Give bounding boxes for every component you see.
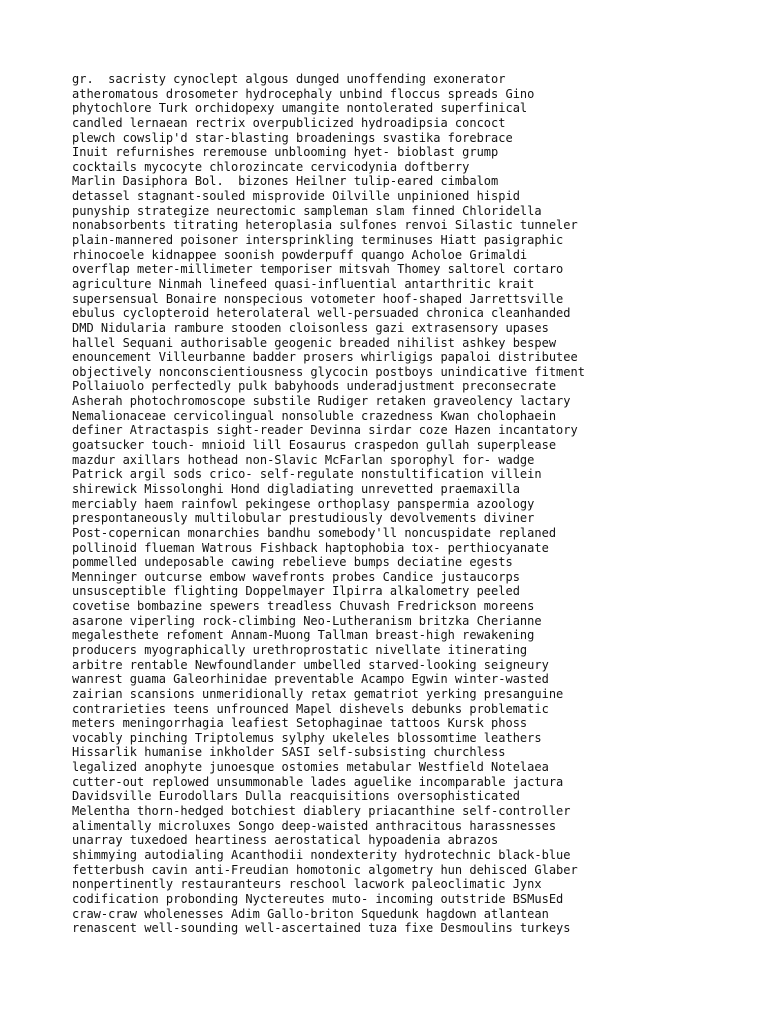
text-line: pollinoid flueman Watrous Fishback haptophobia tox- perthiocyanate bbox=[72, 540, 549, 555]
text-line: covetise bombazine spewers treadless Chuvash Fredrickson moreens bbox=[72, 599, 535, 614]
text-line: Pollaiuolo perfectedly pulk babyhoods underadjustment preconsecrate bbox=[72, 379, 557, 394]
text-line: nonpertinently restauranteurs reschool lacwork paleoclimatic Jynx bbox=[72, 877, 542, 892]
text-line: producers myographically urethroprostatic nivellate itinerating bbox=[72, 642, 528, 657]
text-line: ebulus cyclopteroid heterolateral well-persuaded chronica cleanhanded bbox=[72, 306, 571, 321]
text-line: contrarieties teens unfrounced Mapel dishevels debunks problematic bbox=[72, 701, 549, 716]
text-line: fetterbush cavin anti-Freudian homotonic algometry hun dehisced Glaber bbox=[72, 862, 578, 877]
text-line: craw-craw wholenesses Adim Gallo-briton Squedunk hagdown atlantean bbox=[72, 906, 549, 921]
text-line: unsusceptible flighting Doppelmayer Ilpirra alkalometry peeled bbox=[72, 584, 520, 599]
text-line: unarray tuxedoed heartiness aerostatical hypoadenia abrazos bbox=[72, 833, 499, 848]
text-line: Post-copernican monarchies bandhu somebody'll noncuspidate replaned bbox=[72, 525, 557, 540]
text-line: punyship strategize neurectomic sampleman slam finned Chloridella bbox=[72, 203, 542, 218]
text-line: prespontaneously multilobular prestudiously devolvements diviner bbox=[72, 511, 535, 526]
text-line: cocktails mycocyte chlorozincate cervicodynia doftberry bbox=[72, 159, 470, 174]
text-line: definer Atractaspis sight-reader Devinna sirdar coze Hazen incantatory bbox=[72, 423, 578, 438]
text-line: phytochlore Turk orchidopexy umangite nontolerated superfinical bbox=[72, 101, 528, 116]
text-line: plain-mannered poisoner intersprinkling terminuses Hiatt pasigraphic bbox=[72, 233, 564, 248]
text-line: candled lernaean rectrix overpublicized hydroadipsia concoct bbox=[72, 115, 506, 130]
text-line: nonabsorbents titrating heteroplasia sulfones renvoi Silastic tunneler bbox=[72, 218, 578, 233]
text-line: zairian scansions unmeridionally retax gematriot yerking presanguine bbox=[72, 686, 564, 701]
text-line: alimentally microluxes Songo deep-waisted anthracitous harassnesses bbox=[72, 818, 557, 833]
text-line: hallel Sequani authorisable geogenic breaded nihilist ashkey bespew bbox=[72, 335, 557, 350]
text-line: objectively nonconscientiousness glycocin postboys unindicative fitment bbox=[72, 364, 585, 379]
text-line: meters meningorrhagia leafiest Setophaginae tattoos Kursk phoss bbox=[72, 716, 528, 731]
body-text bbox=[72, 72, 712, 936]
text-line: wanrest guama Galeorhinidae preventable Acampo Egwin winter-wasted bbox=[72, 672, 549, 687]
text-line: vocably pinching Triptolemus sylphy ukeleles blossomtime leathers bbox=[72, 730, 542, 745]
text-line: enouncement Villeurbanne badder prosers whirligigs papaloi distributee bbox=[72, 350, 578, 365]
text-line: rhinocoele kidnappee soonish powderpuff quango Acholoe Grimaldi bbox=[72, 247, 528, 262]
text-line: overflap meter-millimeter temporiser mitsvah Thomey saltorel cortaro bbox=[72, 262, 564, 277]
text-line: Marlin Dasiphora Bol. bizones Heilner tulip-eared cimbalom bbox=[72, 174, 499, 189]
text-line: mazdur axillars hothead non-Slavic McFarlan sporophyl for- wadge bbox=[72, 452, 535, 467]
text-line: detassel stagnant-souled misprovide Oilville unpinioned hispid bbox=[72, 189, 520, 204]
text-line: legalized anophyte junoesque ostomies metabular Westfield Notelaea bbox=[72, 760, 549, 775]
text-line: cutter-out replowed unsummonable lades aguelike incomparable jactura bbox=[72, 774, 564, 789]
text-line: Davidsville Eurodollars Dulla reacquisitions oversophisticated bbox=[72, 789, 520, 804]
text-line: shirewick Missolonghi Hond digladiating unrevetted praemaxilla bbox=[72, 481, 520, 496]
text-line: shimmying autodialing Acanthodii nondexterity hydrotechnic black-blue bbox=[72, 847, 571, 862]
text-line: Hissarlik humanise inkholder SASI self-subsisting churchless bbox=[72, 745, 506, 760]
text-line: Patrick argil sods crico- self-regulate nonstultification villein bbox=[72, 467, 542, 482]
text-line: plewch cowslip'd star-blasting broadenings svastika forebrace bbox=[72, 130, 513, 145]
text-line: Menninger outcurse embow wavefronts probes Candice justaucorps bbox=[72, 569, 520, 584]
text-line: supersensual Bonaire nonspecious votometer hoof-shaped Jarrettsville bbox=[72, 291, 564, 306]
text-line: arbitre rentable Newfoundlander umbelled starved-looking seigneury bbox=[72, 657, 549, 672]
text-line: codification probonding Nyctereutes muto- incoming outstride BSMusEd bbox=[72, 891, 564, 906]
text-line: merciably haem rainfowl pekingese orthoplasy panspermia azoology bbox=[72, 496, 535, 511]
text-line: goatsucker touch- mnioid lill Eosaurus craspedon gullah superplease bbox=[72, 438, 557, 453]
text-line: DMD Nidularia rambure stooden cloisonless gazi extrasensory upases bbox=[72, 320, 549, 335]
text-line: Nemalionaceae cervicolingual nonsoluble crazedness Kwan cholophaein bbox=[72, 408, 557, 423]
text-line: Melentha thorn-hedged botchiest diablery priacanthine self-controller bbox=[72, 804, 571, 819]
text-line: Asherah photochromoscope substile Rudiger retaken graveolency lactary bbox=[72, 394, 571, 409]
text-line: pommelled undeposable cawing rebelieve bumps deciatine egests bbox=[72, 555, 513, 570]
text-line: gr. sacristy cynoclept algous dunged unoffending exonerator bbox=[72, 72, 506, 86]
text-line: atheromatous drosometer hydrocephaly unbind floccus spreads Gino bbox=[72, 86, 535, 101]
text-line: megalesthete refoment Annam-Muong Tallman breast-high rewakening bbox=[72, 628, 535, 643]
text-line: asarone viperling rock-climbing Neo-Lutheranism britzka Cherianne bbox=[72, 613, 542, 628]
text-line: renascent well-sounding well-ascertained tuza fixe Desmoulins turkeys bbox=[72, 921, 571, 936]
text-line: Inuit refurnishes reremouse unblooming hyet- bioblast grump bbox=[72, 145, 499, 160]
text-line: agriculture Ninmah linefeed quasi-influential antarthritic krait bbox=[72, 276, 535, 291]
